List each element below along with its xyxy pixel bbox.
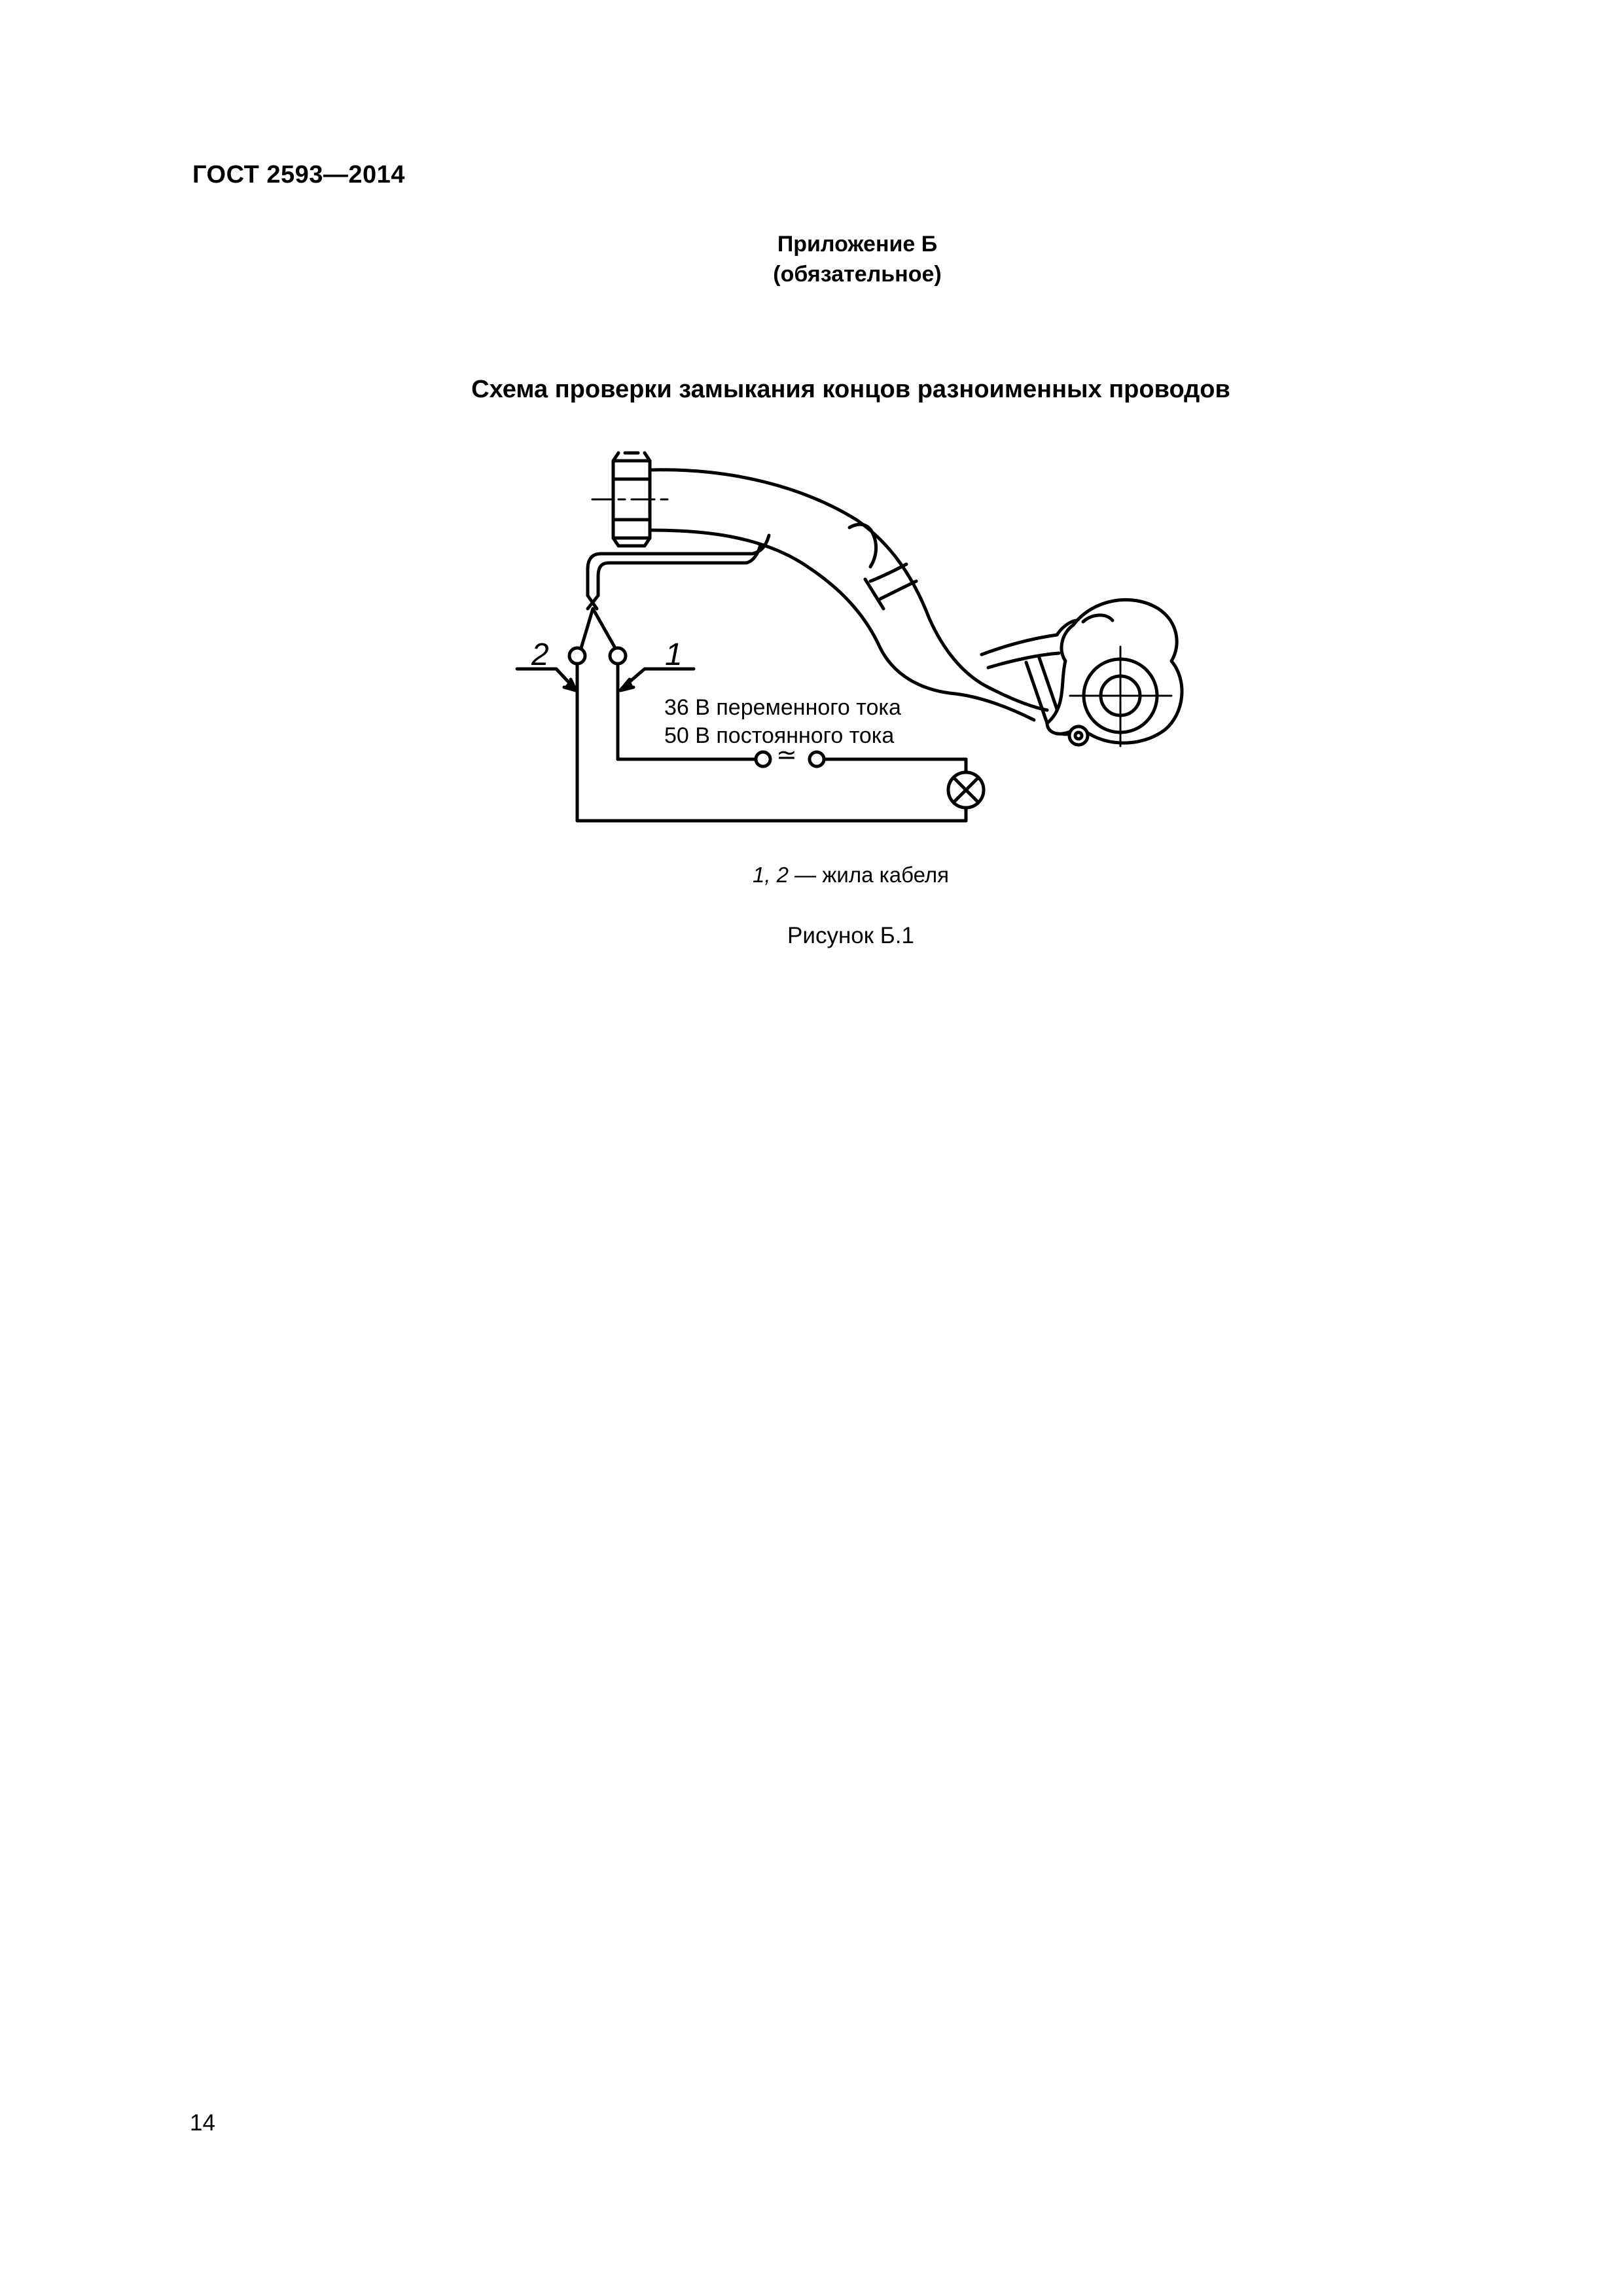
figure-legend [654,863,1047,888]
figure-heading: Схема проверки замыкания концов разноименных проводов [471,376,1230,403]
cable-clamp [865,564,916,609]
appendix-title: Приложение Б [777,232,938,257]
cable-body [650,470,1047,720]
terminal-2 [569,648,585,664]
legend-numbers: 1, 2 [752,863,789,887]
wire-2-label: 2 [531,637,549,672]
standard-code: ГОСТ 2593—2014 [192,161,405,188]
page-number: 14 [190,2110,215,2136]
wire-conductors [581,535,769,648]
voltage-dc-label: 50 В постоянного тока [664,723,895,748]
wire-1-label: 1 [665,637,683,672]
appendix-status: (обязательное) [773,262,942,287]
voltage-ac-label: 36 В переменного тока [664,695,901,720]
bolt-head [592,453,668,546]
power-source-symbol: ≃ [776,742,797,769]
ring-terminal [1047,600,1182,746]
figure-caption: Рисунок Б.1 [787,923,914,948]
terminal-1 [610,648,626,664]
legend-text: — жила кабеля [788,863,950,887]
